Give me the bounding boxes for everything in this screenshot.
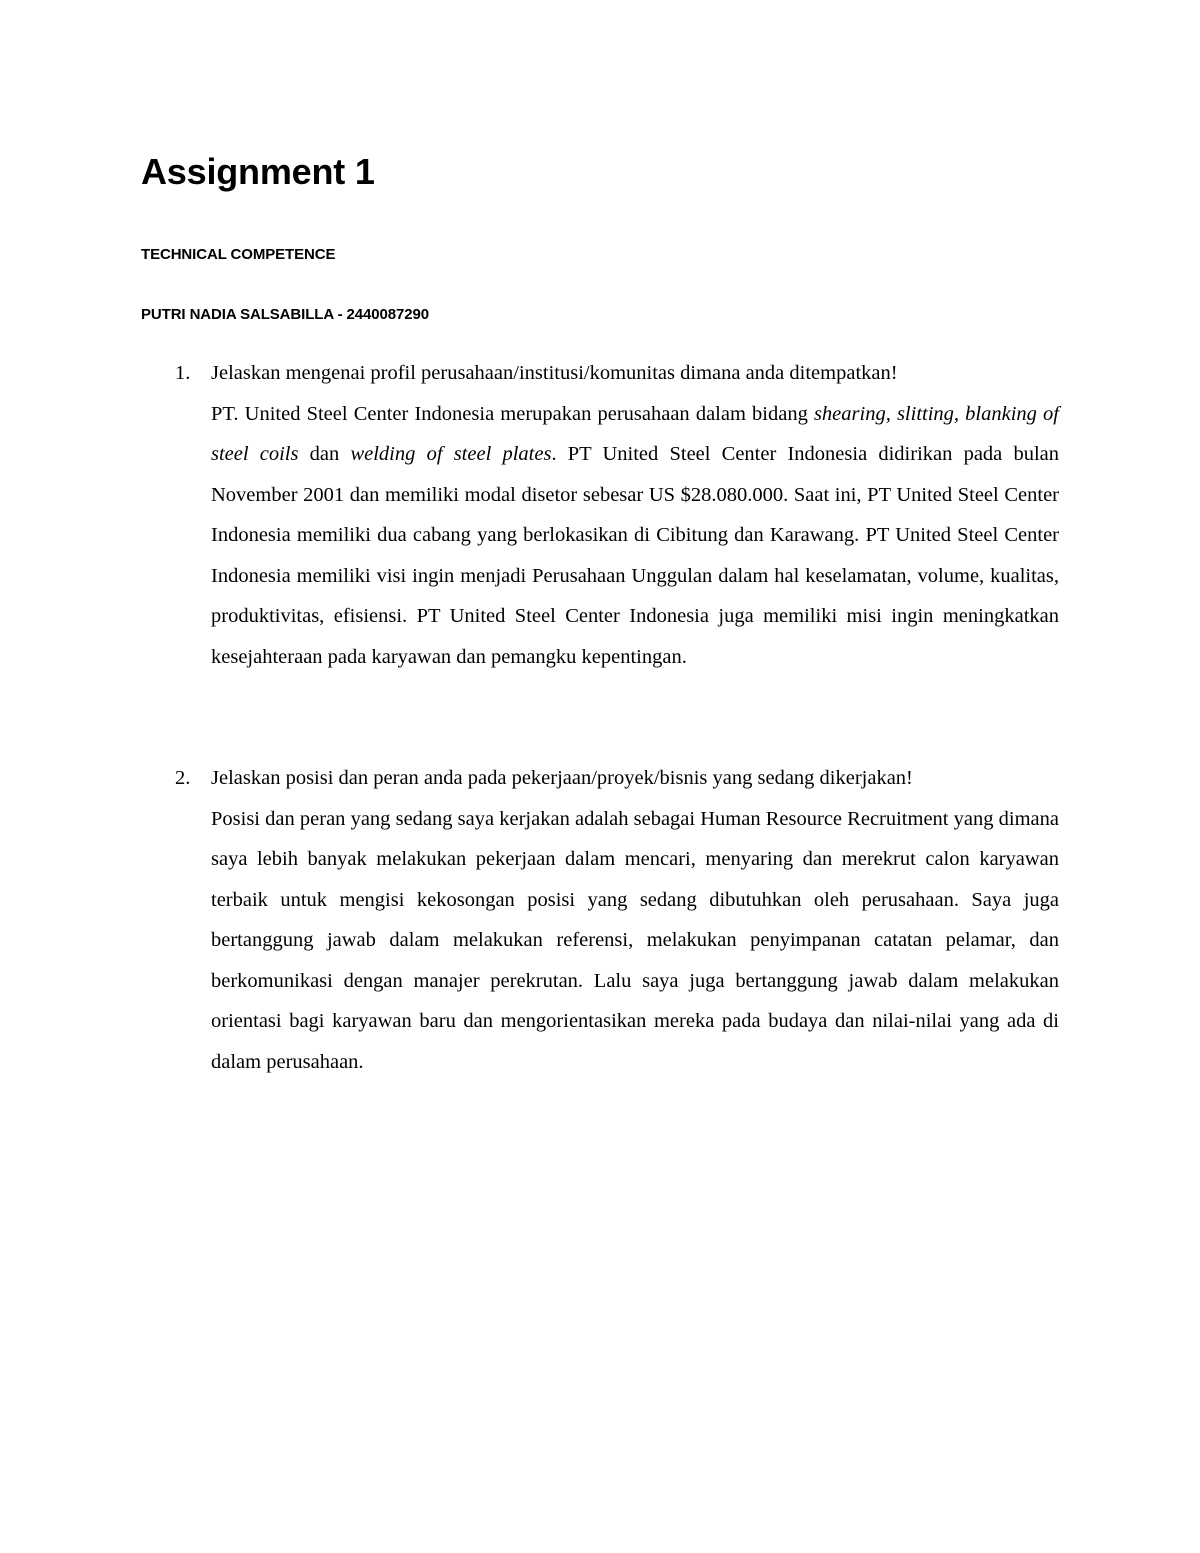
question-list-2 <box>141 758 1059 1082</box>
answer-text-segment: PT. United Steel Center Indonesia merupakan perusahaan dalam bidang <box>211 402 814 425</box>
answer-text <box>211 394 1059 678</box>
question-item-2 <box>141 758 1059 1082</box>
answer-text-segment: dan <box>298 443 351 465</box>
question-number: 1. <box>175 362 191 384</box>
answer-text-segment: . PT United Steel Center Indonesia didirikan pada bulan November 2001 dan memiliki modal disetor sebesar US $28.080.000. Saat ini, PT United Steel Center Indonesia memiliki dua cabang yang berlokasikan di Cibitung dan Karawang. PT United Steel Center Indonesia memiliki visi ingin menjadi Perusahaan Unggulan dalam hal keselamatan, volume, kualitas, produktivitas, efisiensi. PT United Steel Center Indonesia juga memiliki misi ingin meningkatkan kesejahteraan pada karyawan dan pemangku kepentingan. <box>211 443 1059 668</box>
question-number: 2. <box>175 767 191 789</box>
question-list-1 <box>141 353 1059 677</box>
course-name: TECHNICAL COMPETENCE <box>141 246 336 263</box>
author-line: PUTRI NADIA SALSABILLA - 2440087290 <box>141 306 429 323</box>
answer-text: Posisi dan peran yang sedang saya kerjakan adalah sebagai Human Resource Recruitment yang dimana saya lebih banyak melakukan pekerjaan dalam mencari, menyaring dan merekrut calon karyawan terbaik untuk mengisi kekosongan posisi yang sedang dibutuhkan oleh perusahaan. Saya juga bertanggung jawab dalam melakukan referensi, melakukan penyimpanan catatan pelamar, dan berkomunikasi dengan manajer perekrutan. Lalu saya juga bertanggung jawab dalam melakukan orientasi bagi karyawan baru dan mengorientasikan mereka pada budaya dan nilai-nilai yang ada di dalam perusahaan. <box>211 807 1059 1073</box>
question-text: Jelaskan mengenai profil perusahaan/institusi/komunitas dimana anda ditempatkan! <box>211 362 898 384</box>
question-text: Jelaskan posisi dan peran anda pada pekerjaan/proyek/bisnis yang sedang dikerjakan! <box>211 767 913 789</box>
answer-italic-term: shearing, slitting, blanking of steel coils <box>211 402 1059 465</box>
document-title: Assignment 1 <box>141 151 375 192</box>
answer-italic-term: welding of steel plates <box>350 443 552 465</box>
question-item-1 <box>141 353 1059 677</box>
